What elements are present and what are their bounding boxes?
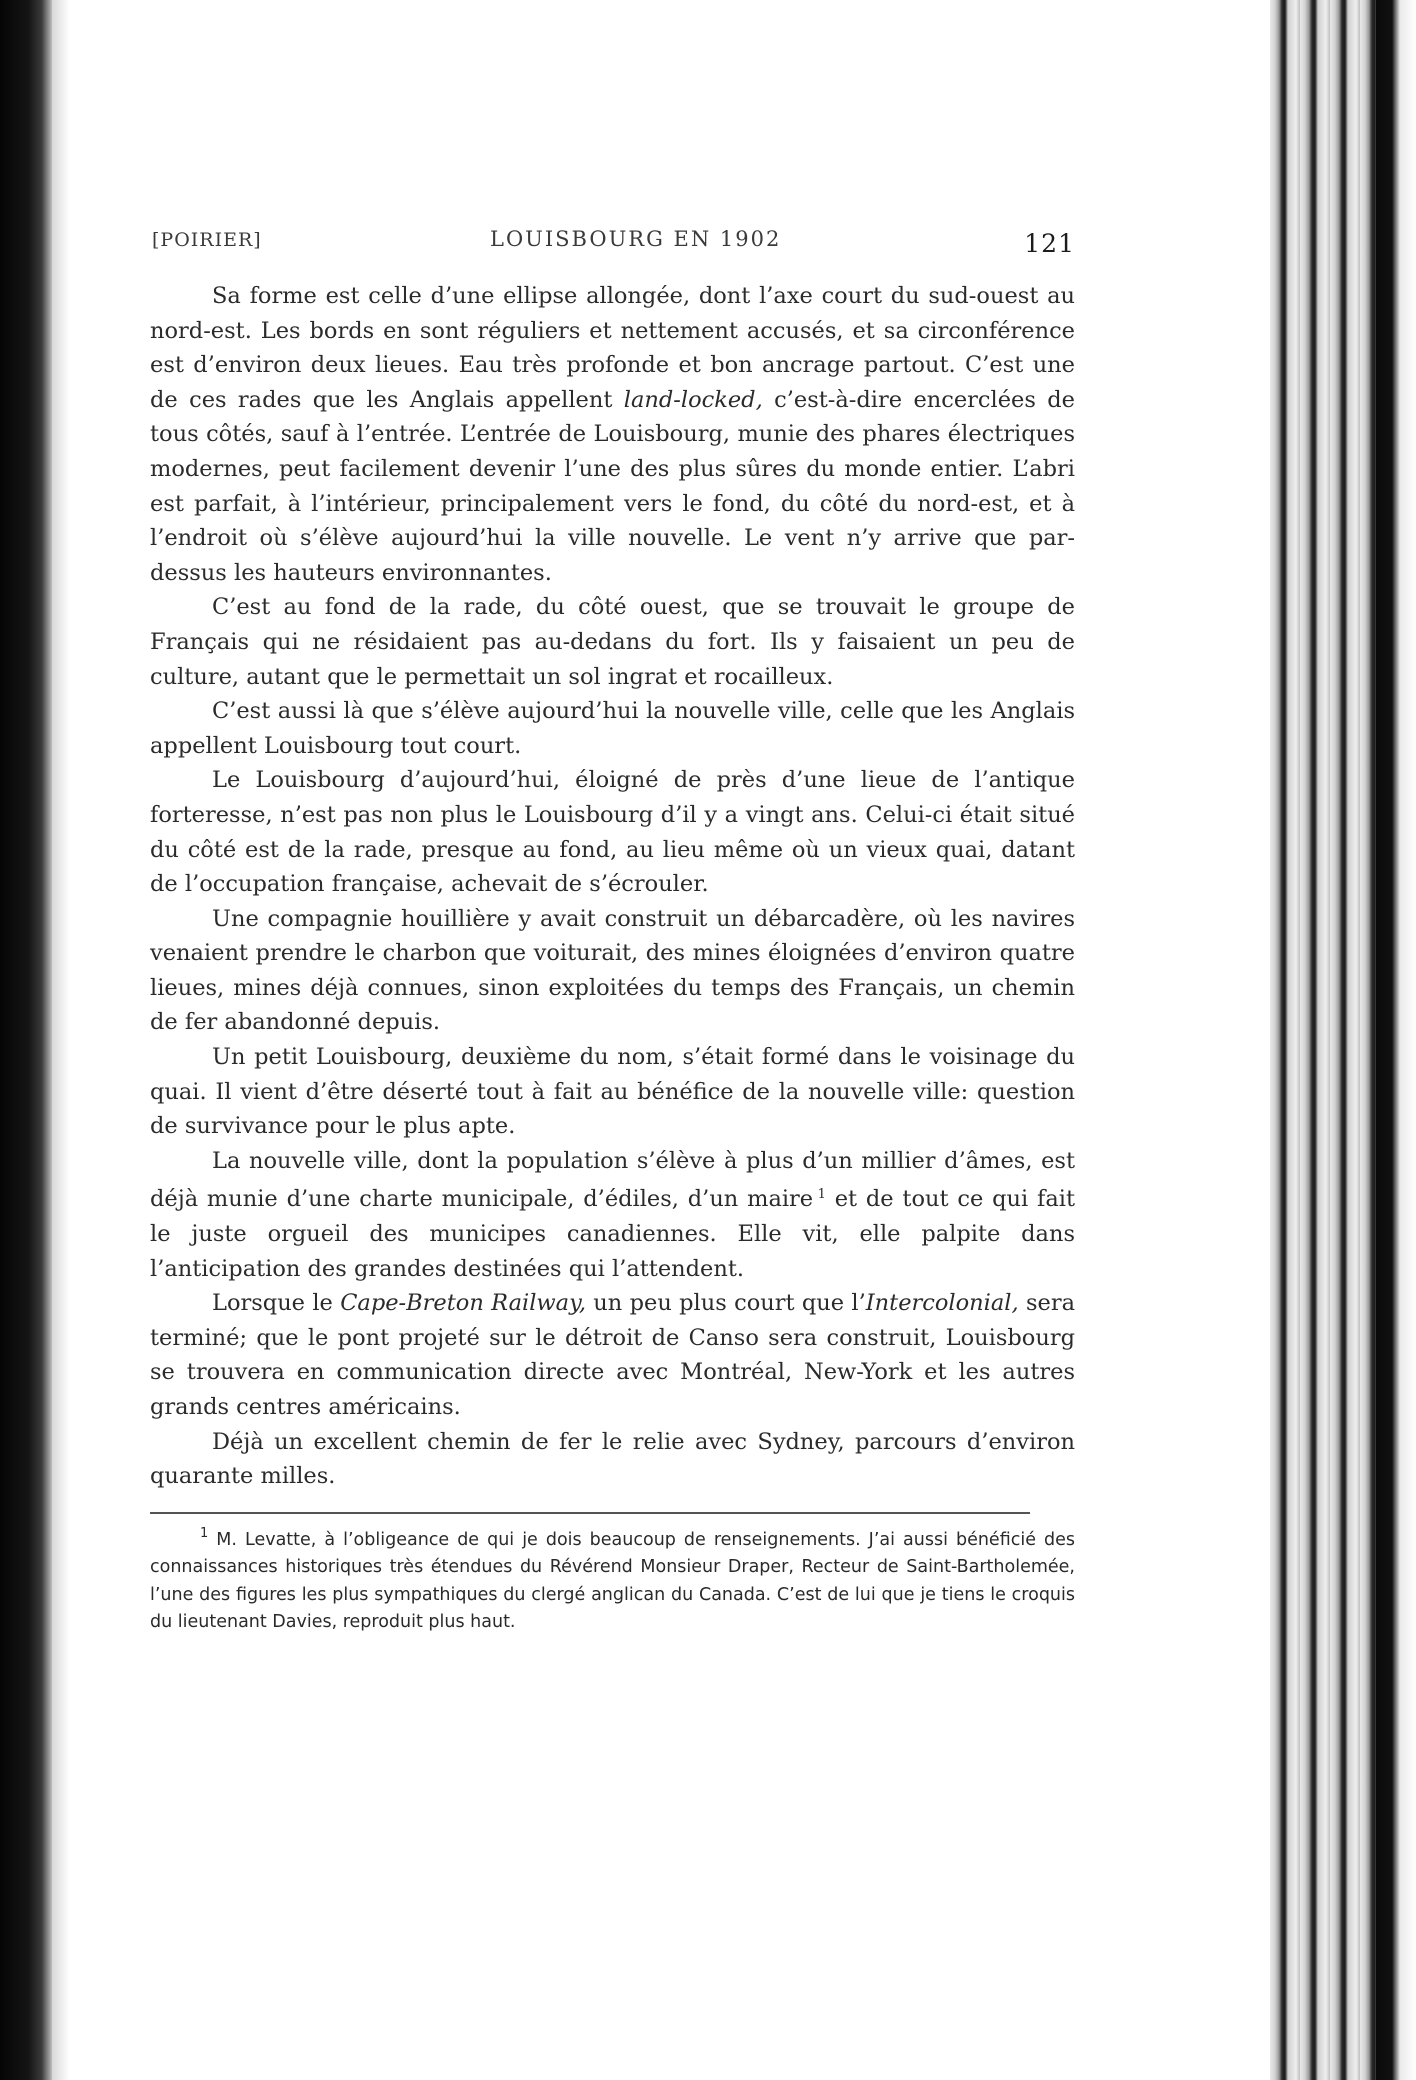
footnote-reference[interactable]: 1 xyxy=(817,1187,826,1203)
paragraph-5: Une compagnie houillière y avait construit un débarcadère, où les navires venaient prendre le charbon que voiturait, des mines éloignées d’environ quatre lieues, mines déjà connues, sinon exploitées du temps des Français, un chemin de fer abandonné depuis. xyxy=(150,905,1075,1036)
paragraph-3: C’est aussi là que s’élève aujourd’hui la nouvelle ville, celle que les Anglais appellent Louisbourg tout court. xyxy=(150,698,1075,759)
paragraph-1-rest: c’est-à-dire encerclées de tous côtés, sauf à l’entrée. L’entrée de Louisbourg, munie des phares électriques modernes, peut facilement devenir l’une des plus sûres du monde entier. L’abri est parfait, à l’intérieur, principalement vers le fond, du côté du nord-est, et à l’endroit où s’élève aujourd’hui la ville nouvelle. Le vent n’y arrive que par-dessus les hauteurs environnantes. xyxy=(150,386,1075,586)
footnote-rule xyxy=(150,1512,1030,1514)
paragraph-1-text: Sa forme est celle d’une ellipse allongée, dont l’axe court du sud-ouest au nord-est. Les bords en sont réguliers et nettement accusés, et sa circonférence est d’environ deux lieues. Eau très profonde et bon ancrage partout. C’est une de ces rades que les Anglais appellent xyxy=(150,283,1075,413)
paragraph-7-after: et de tout ce qui fait le juste orgueil des municipes canadiennes. Elle vit, elle palpite dans l’anticipation des grandes destinées qui l’attendent. xyxy=(150,1186,1075,1282)
paragraph-8-b: un peu plus court que l’ xyxy=(585,1290,866,1317)
running-head xyxy=(150,225,1075,265)
left-binding-edge xyxy=(0,0,52,2080)
italic-intercolonial: Intercolonial, xyxy=(865,1290,1019,1317)
paragraph-8-c: sera terminé; que le pont projeté sur le détroit de Canso sera construit, Louisbourg se trouvera en communication directe avec Montréal, New-York et les autres grands centres américains. xyxy=(150,1290,1075,1420)
paragraph-8-a: Lorsque le xyxy=(212,1290,341,1317)
paragraph-8 xyxy=(150,1286,1075,1424)
footnote xyxy=(150,1520,1075,1637)
footnote-text: M. Levatte, à l’obligeance de qui je dois beaucoup de renseignements. J’ai aussi bénéficié des connaissances historiques très étendues du Révérend Monsieur Draper, Recteur de Saint-Bartholemée, l’une des figures les plus sympathiques du clergé anglican du Canada. C’est de lui que je tiens le croquis du lieutenant Davies, reproduit plus haut. xyxy=(150,1529,1075,1633)
paragraph-1 xyxy=(150,279,1075,590)
paragraph-4: Le Louisbourg d’aujourd’hui, éloigné de près d’une lieue de l’antique forteresse, n’est pas non plus le Louisbourg d’il y a vingt ans. Celui-ci était situé du côté est de la rade, presque au fond, au lieu même où un vieux quai, datant de l’occupation française, achevait de s’écrouler. xyxy=(150,767,1075,898)
paragraph-2: C’est au fond de la rade, du côté ouest, que se trouvait le groupe de Français qui ne résidaient pas au-dedans du fort. Ils y faisaient un peu de culture, autant que le permettait un sol ingrat et rocailleux. xyxy=(150,594,1075,690)
page-number: 121 xyxy=(1024,229,1075,258)
italic-railway: Cape-Breton Railway, xyxy=(340,1290,586,1317)
paragraph-7 xyxy=(150,1144,1075,1286)
page-stack-edge xyxy=(1270,0,1416,2080)
italic-term: land-locked, xyxy=(623,386,763,413)
body-text xyxy=(150,279,1075,1494)
paragraph-7-before: La nouvelle ville, dont la population s’élève à plus d’un millier d’âmes, est déjà munie d’une charte municipale, d’édiles, d’un maire xyxy=(150,1147,1075,1213)
book-page xyxy=(150,225,1075,1637)
running-head-title: LOUISBOURG EN 1902 xyxy=(490,227,782,251)
paragraph-9: Déjà un excellent chemin de fer le relie avec Sydney, parcours d’environ quarante milles. xyxy=(150,1428,1075,1490)
gutter-shadow xyxy=(52,0,70,2080)
running-head-author: [POIRIER] xyxy=(152,229,262,251)
footnote-marker: 1 xyxy=(200,1525,209,1541)
footnote-paragraph xyxy=(150,1520,1075,1637)
paragraph-6: Un petit Louisbourg, deuxième du nom, s’était formé dans le voisinage du quai. Il vient d’être déserté tout à fait au bénéfice de la nouvelle ville: question de survivance pour le plus apte. xyxy=(150,1044,1075,1140)
